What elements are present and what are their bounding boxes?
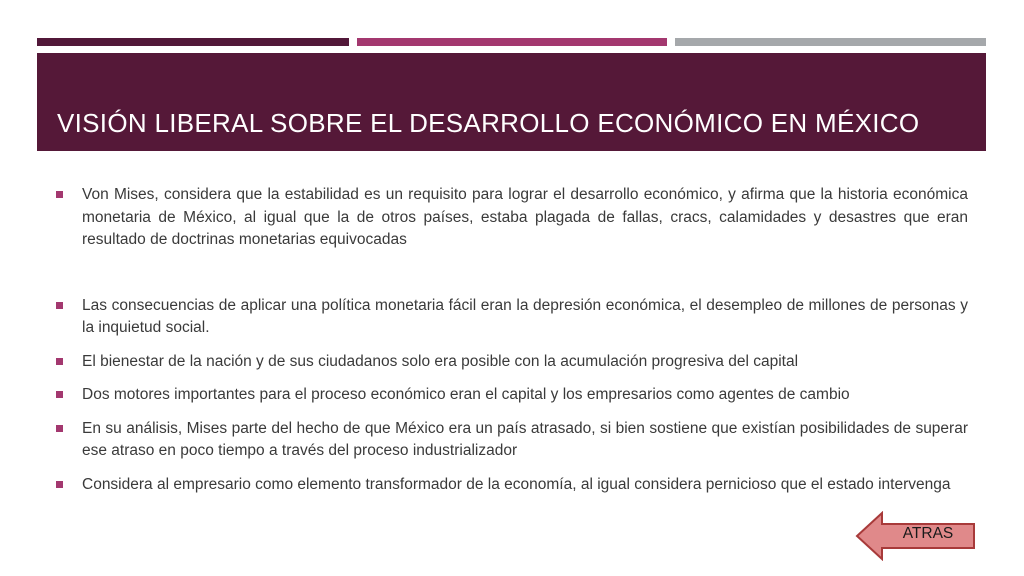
bullet-text: Von Mises, considera que la estabilidad es un requisito para lograr el desarrollo económico, y afirma que la historia económica monetaria de México, al igual que la de otros países, estaba plagada de fallas, cracs, calamidades y desastres que eran resultado de doctrinas monetarias equivocadas <box>82 186 968 248</box>
accent-stripe-magenta <box>357 38 667 46</box>
bullet-marker-icon <box>56 391 63 398</box>
bullet-item <box>56 184 968 252</box>
bullet-list <box>56 184 968 507</box>
bullet-marker-icon <box>56 358 63 365</box>
back-button-label: ATRAS <box>902 525 954 542</box>
bullet-item <box>56 351 968 374</box>
bullet-text: Dos motores importantes para el proceso económico eran el capital y los empresarios como agentes de cambio <box>82 386 850 403</box>
slide-title: VISIÓN LIBERAL SOBRE EL DESARROLLO ECONÓMICO EN MÉXICO <box>57 108 920 138</box>
bullet-marker-icon <box>56 481 63 488</box>
accent-stripe-dark <box>37 38 349 46</box>
bullet-text: El bienestar de la nación y de sus ciudadanos solo era posible con la acumulación progresiva del capital <box>82 352 799 370</box>
bullet-text: En su análisis, Mises parte del hecho de que México era un país atrasado, si bien sostiene que existían posibilidades de superar ese atraso en poco tiempo a través del proceso industrializador <box>82 419 968 459</box>
accent-stripe-gray <box>675 38 986 46</box>
bullet-item <box>56 384 968 407</box>
back-button[interactable] <box>855 511 977 561</box>
bullet-marker-icon <box>56 191 63 198</box>
bullet-item <box>56 418 968 463</box>
title-bar <box>37 53 986 151</box>
bullet-marker-icon <box>56 425 63 432</box>
bullet-marker-icon <box>56 302 63 309</box>
bullet-item <box>56 295 968 340</box>
bullet-text: Considera al empresario como elemento transformador de la economía, al igual considera pernicioso que el estado intervenga <box>82 475 951 493</box>
bullet-item <box>56 474 968 497</box>
bullet-text: Las consecuencias de aplicar una política monetaria fácil eran la depresión económica, el desempleo de millones de personas y la inquietud social. <box>82 296 968 336</box>
